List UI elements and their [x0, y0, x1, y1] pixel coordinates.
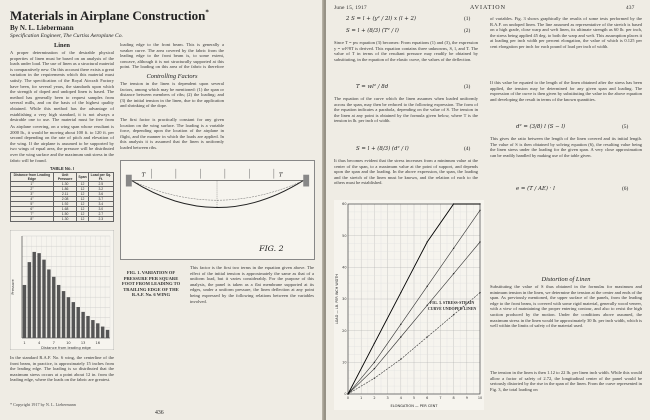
- article-title: Materials in Airplane Construction*: [10, 8, 209, 23]
- fig3-data-point: [479, 203, 480, 204]
- section-heading-stresses: Controlling Factors: [146, 73, 198, 80]
- table-cell: 3.2: [88, 187, 113, 192]
- fig3-data-point: [400, 292, 401, 293]
- paragraph-right-col1: Since T = pw equation (3) becomes: From equations (1) and (3), the expression y = wl²/8T is derived. This equation contains three unknowns, S, l, and T. The value of T in terms of the resultant pressure may readily be obtained by substituting, in the equation of the elastic curve, the values of the deflection.: [334, 40, 478, 62]
- page-number-right: 437: [626, 5, 635, 11]
- table-row: [11, 217, 114, 222]
- table-cell: 1.86: [53, 187, 77, 192]
- equation-3-number: (3): [464, 84, 471, 90]
- table-header: Distance from Leading Edge: [11, 173, 54, 182]
- fig3-y-tick-label: 50: [342, 233, 347, 238]
- paragraph-linen: A proper determination of the desirable physical properties of linen must be based on an analysis of the loads under load. The use of linen as a structural material is comparatively new. On this account there exists a great variation in the requirements which this material must satisfy. The specification of the Royal Aircraft Factory have been, for several years, the standards upon which the strength of doped and undoped linen is based. The method has generally been to request samples from several mills, and on the basis of the highest quality obtained. While this method has the advantage of establishing a very high standard, it is not always a desirable one to use. The material must be free from: [10, 50, 114, 122]
- fig3-x-tick-label: 3: [386, 396, 389, 400]
- fig3-data-point: [374, 377, 375, 378]
- equation-6-number: (6): [622, 186, 629, 192]
- equation-2: S = l + (8/3) (T² / l): [346, 28, 399, 34]
- paragraph-right-col1-2: The equation of the curve which the linen assumes when loaded uniformly across the span, may then be reduced to the following expression. The form of the equation indicates a parabola, depending on the value of S. The tension in the linen at any point is obtained by the formula given below, where T is the tension in lb. per inch of width.: [334, 96, 478, 124]
- table-header: Span: [77, 173, 88, 182]
- table-cell: 1": [11, 182, 54, 187]
- fig1-bar: [91, 320, 94, 338]
- fig3-xlabel: ELONGATION — PER CENT: [390, 404, 438, 408]
- table-cell: 2.11: [53, 192, 77, 197]
- fig1-chart: [10, 230, 114, 350]
- table-cell: 4": [11, 197, 54, 202]
- equation-3: T = wl² / 8d: [356, 84, 389, 90]
- fig3-data-point: [374, 362, 375, 363]
- fig3-x-tick-label: 8: [452, 396, 455, 400]
- fig3-y-tick-label: 30: [342, 297, 347, 302]
- fig3-y-tick-label: 20: [342, 328, 347, 333]
- fig3-data-point: [400, 358, 401, 359]
- table-header: Unit Pressure: [53, 173, 77, 182]
- equation-1: 2 S = l + (y² / 2l) x (l + 2): [346, 16, 417, 22]
- footnote: * Copyright 1917 by N. L. Liebermann: [10, 402, 76, 407]
- table-cell: 6": [11, 207, 54, 212]
- table-cell: 3.7: [88, 197, 113, 202]
- table-cell: 1.68: [53, 207, 77, 212]
- section-heading-distortion: Distortion of Linen: [541, 276, 591, 283]
- fig3-y-tick-label: 40: [342, 265, 347, 270]
- fig1-tick-label: 13: [80, 341, 86, 345]
- fig3-ylabel: LOAD — LB. PER INCH WIDTH: [335, 274, 339, 324]
- fig3-data-point: [427, 286, 428, 287]
- fig1-bar: [67, 297, 70, 338]
- author-role: Specification Engineer, The Curtiss Aeroplane Co.: [10, 33, 123, 39]
- fig3-x-tick-label: 6: [426, 396, 429, 400]
- running-date: June 15, 1917: [334, 5, 367, 11]
- equation-6: e = (T / AE) · l: [516, 186, 555, 192]
- fig3-y-tick-label: 0: [344, 392, 347, 397]
- fig1-bar: [81, 312, 84, 338]
- table-cell: 2.08: [53, 197, 77, 202]
- equation-4: S = l + (8/3) (d² / l): [356, 146, 409, 152]
- fig1-bar: [37, 253, 40, 338]
- fig1-caption: FIG. 1. VARIATION OF PRESSURE PER SQUARE FOOT FROM LEADING TO TRAILING EDGE OF THE R.A.F. No. 6 WING: [121, 270, 181, 297]
- fig3-data-point: [374, 343, 375, 344]
- table-cell: 5": [11, 202, 54, 207]
- fig3-data-point: [453, 273, 454, 274]
- fig1-bar: [28, 262, 31, 338]
- fig2-tension-label-right: T: [278, 172, 283, 179]
- table-cell: 12: [77, 212, 88, 217]
- fig1-bar: [42, 260, 45, 338]
- table-cell: 12: [77, 187, 88, 192]
- table-cell: 1.50: [53, 212, 77, 217]
- paragraph-right-col2-3: This gives the ratio between the length of the linen covered and its initial length. The value of S is then obtained by solving equation (6), the resulting value being the linen stress under the loading for the given span. A very close approximation can be readily handled by making use of the table given.: [490, 136, 642, 158]
- fig1-bar: [52, 277, 55, 338]
- fig3-caption: FIG. 3. STRESS-STRAIN CURVE UNDOPED LINEN: [427, 300, 477, 311]
- table-cell: 2.7: [88, 212, 113, 217]
- fig3-data-point: [374, 368, 375, 369]
- paragraph-stresses: The tension in the linen is dependent upon several factors, among which may be mentioned: (1) the span or distance between members of ribs; (2) the loading; and (3) the initial tension in the linen, due to the application and shrinking of the dope.: [120, 81, 224, 109]
- fig1-bar: [86, 316, 89, 338]
- running-title: AVIATION: [470, 5, 506, 11]
- paragraph-distortion-2: The tension in the linen is then 1.12 to 22 lb. per linen inch width. While this would allow a factor of safety of 2.72, the longitudinal center of the panel would be seriously distorted by the rise in the span of the linen. From the curve represented in Fig. 3, the total loading on: [490, 370, 642, 392]
- table-one: [10, 166, 114, 222]
- fig3-x-tick-label: 0: [346, 396, 350, 400]
- article-author: By N. L. Liebermann: [10, 24, 74, 32]
- fig3-x-tick-label: 7: [439, 396, 442, 400]
- fig2-left-support: [126, 175, 132, 187]
- table-cell: 3.6: [88, 192, 113, 197]
- fig3-data-point: [427, 336, 428, 337]
- equation-1-number: (1): [464, 16, 471, 22]
- left-page: [0, 0, 324, 420]
- table-cell: 3.0: [88, 207, 113, 212]
- fig2-right-support: [303, 175, 309, 187]
- page-number-left: 436: [155, 410, 164, 416]
- fig3-data-point: [479, 292, 480, 293]
- section-heading-linen: Linen: [54, 42, 70, 49]
- fig3-x-tick-label: 1: [360, 396, 363, 400]
- fig3-x-tick-label: 10: [477, 396, 483, 400]
- table-cell: 2.5: [88, 182, 113, 187]
- table-cell: 1.92: [53, 202, 77, 207]
- table-cell: 3.4: [88, 202, 113, 207]
- fig3-data-point: [479, 241, 480, 242]
- fig2-diagram: [120, 160, 315, 260]
- fig3-data-point: [479, 210, 480, 211]
- table-title: TABLE No. I: [50, 166, 74, 171]
- paragraph-linen-2: As airplane covering, on a wing span whose resultant is 2000 lb., it would be moving about 100 ft. to 120 ft. per second depending on the rate of pitch and elevation of the wing. If the airplane is assumed to be supported by two wings of equal area, the pressure will be distributed over the wing surface and the maximum unit stress in the fabric will be found.: [10, 124, 114, 162]
- fig2-tension-label: T: [141, 172, 146, 179]
- fig1-bar: [23, 285, 26, 338]
- fig3-x-tick-label: 5: [412, 396, 416, 400]
- fig3-data-point: [453, 203, 454, 204]
- table-cell: 1.30: [53, 217, 77, 222]
- fig3-data-point: [453, 314, 454, 315]
- fig1-ylabel: Pressure: [11, 279, 15, 295]
- fig3-data-point: [347, 393, 348, 394]
- table-cell: 12: [77, 202, 88, 207]
- fig1-bar: [96, 323, 99, 338]
- fig1-tick-label: 7: [52, 341, 55, 345]
- paragraph-middle: loading edge to the front beam. This is generally a weaker curve. The area covered by the fabric from the leading edge to the front beam is, to some extent, concave, although it is not structurally supported at this point. The loading on this area of the fabric is therefore: [120, 42, 224, 70]
- fig1-bar: [57, 285, 60, 338]
- fig1-tick-label: 4: [37, 341, 41, 345]
- table-cell: 12: [77, 207, 88, 212]
- fig3-data-point: [453, 248, 454, 249]
- table-cell: 7": [11, 212, 54, 217]
- right-page: [326, 0, 650, 420]
- table-cell: 8": [11, 217, 54, 222]
- table-cell: 3": [11, 192, 54, 197]
- fig3-x-tick-label: 9: [465, 396, 468, 400]
- equation-2-number: (2): [464, 28, 471, 34]
- fig1-bar: [62, 291, 65, 338]
- fig1-tick-label: 10: [66, 341, 71, 345]
- fig1-bar: [77, 307, 80, 338]
- fig1-bar: [72, 302, 75, 338]
- fig1-bar: [47, 269, 50, 338]
- paragraph-right-col2-2: If this value be equated to the length of the linen obtained after the stress has been applied, the tension may be determined for any given span and loading. The expression of the curve is then given by substituting the value in the above equation and developing the result in terms of the known quantities.: [490, 80, 642, 102]
- fig3-x-tick-label: 4: [399, 396, 402, 400]
- equation-5-number: (5): [622, 124, 629, 130]
- fig1-xlabel: Distance from leading edge: [41, 346, 91, 350]
- table-cell: 12: [77, 182, 88, 187]
- paragraph-below-fig: This factor is the first two terms in the equation given above. The effect of the initial tension is approximately the same as that of a uniform load, but it varies considerably. For the purpose of this analysis, the panel is taken as a flat membrane supported at its edges, under a uniform pressure, the linen deflection at any point being expressed by the following relations between the variables involved.: [190, 265, 314, 304]
- fig3-y-tick-label: 60: [342, 202, 347, 207]
- table-header: Load per Sq. Ft.: [88, 173, 113, 182]
- equation-4-number: (4): [464, 146, 471, 152]
- table-cell: 12: [77, 197, 88, 202]
- table-cell: 2.3: [88, 217, 113, 222]
- paragraph-right-col2: of variables. Fig. 3 shows graphically the results of some tests performed by the R.A.F. on undoped linen. The line assumed as representative of the stretch is based on a high grade, close warp and weft linen, its ultimate strength as 60 lb. per inch, the stress being applied 45 deg. to both the warp and weft. This assumption places it at loading per inch width per percent elongation, the value of which is 0.125 per cent elongation per inch for each pound of load per inch of width.: [490, 16, 642, 49]
- paragraph-right-col1-3: It thus becomes evident that the stress increases from a minimum value at the center of the span, to a maximum value at the point of support, and depends upon the span and the loading. In the above expression, the span, the loading and the stretch of the linen must be known, and the relation of each to the others must be established.: [334, 158, 478, 186]
- table-cell: 1.30: [53, 182, 77, 187]
- fig3-data-point: [400, 336, 401, 337]
- equation-5: d² = (3/8) l (S − l): [516, 124, 566, 130]
- fig1-tick-label: 16: [95, 341, 101, 345]
- table-cell: 12: [77, 217, 88, 222]
- table-cell: 2": [11, 187, 54, 192]
- fig1-tick-label: 1: [23, 341, 26, 345]
- fig3-x-tick-label: 2: [373, 396, 376, 400]
- fig2-label: FIG. 2: [259, 244, 284, 254]
- table-cell: 12: [77, 192, 88, 197]
- fig3-data-point: [427, 241, 428, 242]
- fig1-bar: [106, 330, 109, 338]
- fig1-bar: [101, 327, 104, 338]
- paragraph-distortion: Substituting the value of S thus obtained in the formulas for maximum and minimum tension in the linen, we determine the tension at the center and ends of the span. As previously mentioned, the upper surface of the panels, from the leading edge to the front beam, is covered with some rigid material, generally wood veneer, with a view of maintaining the proper entering contour, and also to resist the high suction produced by the motion. Under the conditions above assumed, the maximum stress in the linen would be approximately 30 lb. per inch width, which is well within the limits of safety of the material used.: [490, 284, 642, 329]
- fig3-y-tick-label: 10: [342, 360, 347, 365]
- fig1-bar: [33, 252, 36, 338]
- paragraph-stresses-2: The first factor is practically constant for any given location on the wing surface. The loading is a variable force, depending upon the location of the airplane in flight, and the manner in which the loads are applied. In this analysis it is assumed that the linen is uniformly loaded between ribs.: [120, 117, 224, 150]
- fig3-data-point: [400, 324, 401, 325]
- paragraph-linen-3: In the standard R.A.F. No. 6 wing, the centerline of the front beam, in practice, is approximately 15 inches from the leading edge. The loading is so distributed that the maximum stress occurs at a point about 12 in. from the leading edge, where the loads on the fabric are greatest.: [10, 355, 114, 383]
